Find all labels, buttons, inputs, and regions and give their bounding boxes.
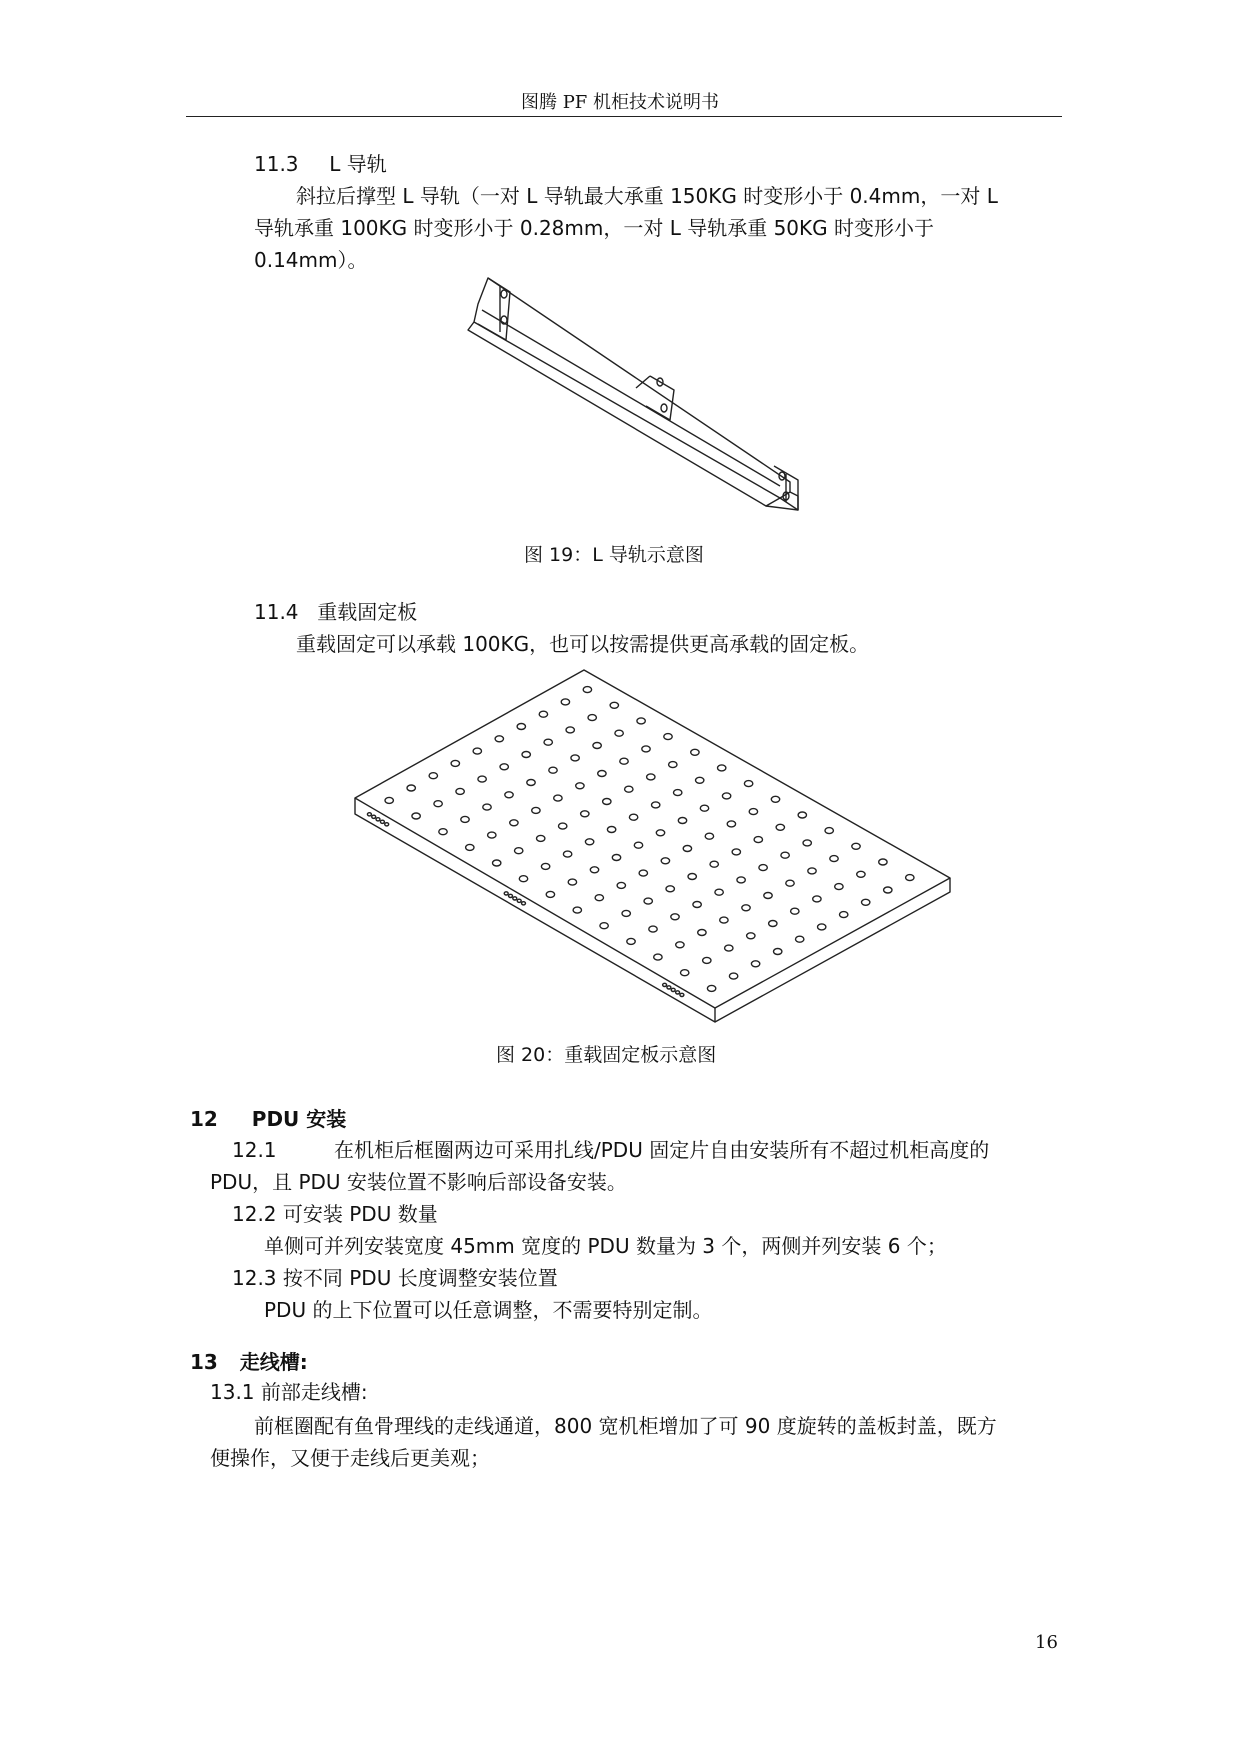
- perforation-hole: [495, 736, 503, 742]
- perforation-hole: [749, 809, 757, 815]
- perforation-hole: [771, 796, 779, 802]
- perforation-hole: [764, 893, 772, 899]
- perforation-hole: [473, 748, 481, 754]
- section-13-heading: [190, 1346, 308, 1375]
- perforation-hole: [742, 905, 750, 911]
- section-11-3-heading: [254, 148, 387, 180]
- page-header-title: 图腾 PF 机柜技术说明书: [520, 92, 720, 113]
- perforation-hole: [573, 907, 581, 913]
- paragraph-line: 导轨承重 100KG 时变形小于 0.28mm，一对 L 导轨承重 50KG 时变形小于: [254, 216, 934, 240]
- perforation-hole: [744, 781, 752, 787]
- perforation-hole: [774, 949, 782, 955]
- heavy-duty-plate-illustration: [352, 664, 952, 1034]
- item-12-3-heading: 12.3 按不同 PDU 长度调整安装位置: [232, 1266, 558, 1290]
- perforation-hole: [617, 882, 625, 888]
- mount-hole: [501, 290, 507, 298]
- plate-top-surface: [355, 670, 950, 1008]
- perforation-hole: [571, 755, 579, 761]
- perforation-hole: [451, 760, 459, 766]
- perforation-hole: [517, 724, 525, 730]
- section-title: L 导轨: [329, 152, 387, 176]
- perforation-hole: [732, 849, 740, 855]
- section-title: 走线槽:: [239, 1350, 308, 1374]
- edge-slot-hole: [663, 983, 667, 986]
- perforation-hole: [691, 749, 699, 755]
- perforation-hole: [642, 746, 650, 752]
- perforation-hole: [527, 780, 535, 786]
- perforation-hole: [666, 886, 674, 892]
- perforation-hole: [595, 895, 603, 901]
- perforation-hole: [629, 814, 637, 820]
- perforation-hole: [652, 802, 660, 808]
- perforation-hole: [412, 813, 420, 819]
- perforation-hole: [546, 891, 554, 897]
- section-title: 重载固定板: [317, 600, 418, 624]
- rail-flange: [468, 322, 780, 506]
- perforation-hole: [510, 820, 518, 826]
- perforation-hole: [539, 711, 547, 717]
- paragraph-line: 0.14mm）。: [254, 248, 368, 272]
- perforation-hole: [862, 899, 870, 905]
- perforation-hole: [678, 818, 686, 824]
- perforation-hole: [669, 762, 677, 768]
- perforation-hole: [568, 879, 576, 885]
- perforation-hole: [676, 942, 684, 948]
- perforation-hole: [776, 824, 784, 830]
- perforation-hole: [522, 752, 530, 758]
- perforation-hole: [493, 860, 501, 866]
- paragraph-line: 重载固定可以承载 100KG，也可以按需提供更高承载的固定板。: [296, 632, 870, 656]
- perforation-hole: [434, 801, 442, 807]
- perforation-hole: [703, 957, 711, 963]
- perforation-hole: [656, 830, 664, 836]
- perforation-hole: [710, 861, 718, 867]
- perforation-hole: [466, 844, 474, 850]
- perforation-hole: [634, 842, 642, 848]
- perforation-hole: [825, 828, 833, 834]
- perforation-hole: [639, 870, 647, 876]
- section-11-4-heading: [254, 596, 417, 628]
- perforation-hole: [879, 859, 887, 865]
- figure-19-caption: 图 19：L 导轨示意图: [524, 544, 704, 566]
- perforation-hole: [722, 793, 730, 799]
- perforation-hole: [803, 840, 811, 846]
- edge-slot-hole: [367, 813, 371, 816]
- edge-slot-hole: [385, 823, 389, 826]
- l-rail-illustration: [460, 270, 850, 540]
- perforation-hole: [705, 833, 713, 839]
- perforation-hole: [647, 774, 655, 780]
- perforation-hole: [835, 884, 843, 890]
- perforation-hole: [612, 855, 620, 861]
- perforation-hole: [637, 718, 645, 724]
- plate-side-edge: [715, 878, 950, 1022]
- perforation-hole: [671, 914, 679, 920]
- edge-slot-hole: [680, 993, 684, 996]
- perforation-hole: [456, 788, 464, 794]
- perforation-hole: [840, 912, 848, 918]
- paragraph-line: PDU 的上下位置可以任意调整，不需要特别定制。: [264, 1298, 713, 1322]
- perforation-hole: [500, 764, 508, 770]
- perforation-hole: [747, 933, 755, 939]
- perforation-hole: [625, 786, 633, 792]
- perforation-hole: [593, 743, 601, 749]
- edge-slot-hole: [380, 820, 384, 823]
- edge-slot-hole: [671, 988, 675, 991]
- section-12-heading: [190, 1103, 346, 1132]
- middle-bracket: [646, 376, 674, 420]
- perforation-hole: [581, 811, 589, 817]
- item-13-1-heading: 13.1 前部走线槽:: [210, 1380, 368, 1404]
- perforation-hole: [674, 790, 682, 796]
- perforation-hole: [622, 910, 630, 916]
- perforation-hole: [884, 887, 892, 893]
- perforation-hole: [541, 863, 549, 869]
- perforation-hole: [796, 936, 804, 942]
- perforation-hole: [661, 858, 669, 864]
- perforation-hole: [681, 970, 689, 976]
- section-title: PDU 安装: [251, 1107, 347, 1131]
- perforation-hole: [478, 776, 486, 782]
- perforation-hole: [515, 848, 523, 854]
- perforation-hole: [808, 868, 816, 874]
- edge-slot-hole: [372, 815, 376, 818]
- edge-slot-hole: [513, 897, 517, 900]
- edge-slot-hole: [517, 899, 521, 902]
- perforation-hole: [600, 923, 608, 929]
- rail-outline: [474, 278, 790, 498]
- edge-slot-hole: [676, 991, 680, 994]
- perforation-hole: [519, 876, 527, 882]
- paragraph-line: 前框圈配有鱼骨理线的走线通道，800 宽机柜增加了可 90 度旋转的盖板封盖，既方: [254, 1414, 997, 1438]
- perforation-hole: [696, 777, 704, 783]
- perforation-hole: [688, 874, 696, 880]
- perforation-hole: [588, 715, 596, 721]
- perforation-hole: [683, 846, 691, 852]
- perforation-hole: [798, 812, 806, 818]
- perforation-hole: [461, 816, 469, 822]
- perforation-hole: [754, 837, 762, 843]
- perforation-hole: [583, 687, 591, 693]
- perforation-hole: [544, 739, 552, 745]
- perforation-hole: [751, 961, 759, 967]
- perforation-hole: [857, 871, 865, 877]
- rail-fold-line: [482, 310, 780, 486]
- perforation-hole: [603, 799, 611, 805]
- perforation-hole: [620, 758, 628, 764]
- item-12-2-heading: 12.2 可安装 PDU 数量: [232, 1202, 438, 1226]
- perforation-hole: [439, 829, 447, 835]
- edge-slot-hole: [504, 892, 508, 895]
- edge-slot-hole: [509, 894, 513, 897]
- perforation-hole: [759, 865, 767, 871]
- perforation-hole: [532, 807, 540, 813]
- paragraph-line: PDU，且 PDU 安装位置不影响后部设备安装。: [210, 1170, 627, 1194]
- perforation-hole: [505, 792, 513, 798]
- edge-slot-hole: [376, 818, 380, 821]
- perforation-hole: [727, 821, 735, 827]
- perforation-hole: [488, 832, 496, 838]
- perforation-hole: [649, 926, 657, 932]
- perforation-hole: [576, 783, 584, 789]
- perforation-hole: [644, 898, 652, 904]
- perforation-hole: [559, 823, 567, 829]
- section-number: 11.3: [254, 152, 299, 176]
- left-bracket: [478, 278, 510, 340]
- perforation-hole: [607, 827, 615, 833]
- perforation-hole: [769, 921, 777, 927]
- perforation-hole: [537, 835, 545, 841]
- header-divider: [186, 116, 1062, 117]
- paragraph-line: 斜拉后撑型 L 导轨（一对 L 导轨最大承重 150KG 时变形小于 0.4mm，一对 L: [296, 184, 998, 208]
- perforation-hole: [585, 839, 593, 845]
- page-number: 16: [1035, 1632, 1058, 1653]
- perforation-hole: [813, 896, 821, 902]
- perforation-hole: [483, 804, 491, 810]
- perforation-hole: [718, 765, 726, 771]
- perforation-hole: [566, 727, 574, 733]
- perforation-hole: [627, 938, 635, 944]
- paragraph-line: 单侧可并列安装宽度 45mm 宽度的 PDU 数量为 3 个，两侧并列安装 6 个；: [264, 1234, 947, 1258]
- perforation-hole: [549, 767, 557, 773]
- perforation-hole: [610, 702, 618, 708]
- paragraph-line: 在机柜后框圈两边可采用扎线/PDU 固定片自由安装所有不超过机柜高度的: [334, 1138, 990, 1162]
- section-number: 13: [190, 1350, 218, 1374]
- perforation-holes: [385, 687, 914, 992]
- perforation-hole: [830, 856, 838, 862]
- perforation-hole: [852, 843, 860, 849]
- perforation-hole: [725, 945, 733, 951]
- perforation-hole: [429, 773, 437, 779]
- perforation-hole: [818, 924, 826, 930]
- plate-front-edge: [355, 798, 715, 1022]
- perforation-hole: [720, 917, 728, 923]
- perforation-hole: [737, 877, 745, 883]
- perforation-hole: [598, 771, 606, 777]
- perforation-hole: [729, 973, 737, 979]
- perforation-hole: [654, 954, 662, 960]
- perforation-hole: [715, 889, 723, 895]
- perforation-hole: [791, 908, 799, 914]
- edge-slot-holes: [367, 813, 684, 997]
- perforation-hole: [664, 734, 672, 740]
- section-number: 12: [190, 1107, 218, 1131]
- perforation-hole: [781, 852, 789, 858]
- edge-slot-hole: [667, 986, 671, 989]
- figure-20-caption: 图 20：重载固定板示意图: [496, 1044, 717, 1066]
- perforation-hole: [786, 880, 794, 886]
- perforation-hole: [561, 699, 569, 705]
- perforation-hole: [700, 805, 708, 811]
- perforation-hole: [615, 730, 623, 736]
- perforation-hole: [590, 867, 598, 873]
- item-12-1-number: 12.1: [232, 1138, 277, 1162]
- perforation-hole: [698, 930, 706, 936]
- edge-slot-hole: [522, 902, 526, 905]
- perforation-hole: [407, 785, 415, 791]
- perforation-hole: [563, 851, 571, 857]
- paragraph-line: 便操作，又便于走线后更美观；: [210, 1446, 490, 1470]
- perforation-hole: [693, 902, 701, 908]
- section-number: 11.4: [254, 600, 299, 624]
- perforation-hole: [707, 985, 715, 991]
- mount-hole: [661, 404, 667, 412]
- perforation-hole: [554, 795, 562, 801]
- perforation-hole: [385, 797, 393, 803]
- perforation-hole: [906, 875, 914, 881]
